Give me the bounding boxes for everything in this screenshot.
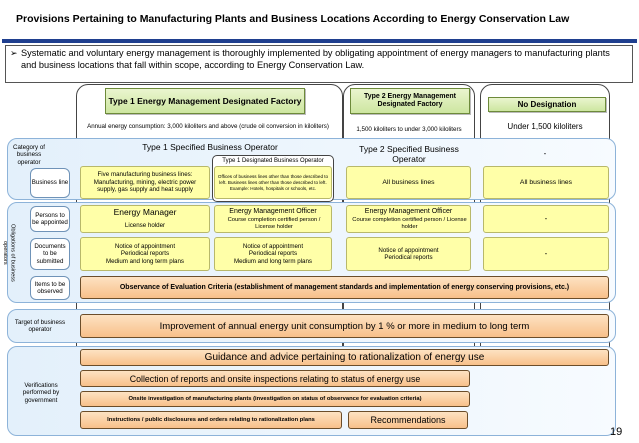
onsite-text: Onsite investigation of manufacturing plants (investigation on status of observance for evaluation criteria)	[80, 391, 470, 407]
persons-type1-cell	[80, 205, 210, 233]
business-line-type2: All business lines	[346, 166, 471, 199]
business-line-type1: Five manufacturing business lines: Manufacturing, mining, electric power supply, gas supply and heat supply	[80, 166, 210, 199]
title-underline	[2, 39, 637, 43]
target-text: Improvement of annual energy unit consumption by 1 % or more in medium to long term	[80, 314, 609, 338]
row-label-items: Items to be observed	[30, 276, 70, 300]
row-label-persons: Persons to be appointed	[30, 206, 70, 232]
type1-header: Type 1 Energy Management Designated Factory	[105, 88, 305, 114]
type2-operator: Type 2 Specified Business Operator	[359, 144, 459, 164]
persons-type1d-title: Energy Management Officer	[229, 208, 317, 215]
none-operator: -	[543, 148, 547, 158]
persons-type1-sub: License holder	[124, 222, 166, 229]
none-header: No Designation	[488, 97, 606, 112]
persons-type1d-cell	[214, 205, 332, 233]
items-observed: Observance of Evaluation Criteria (establishment of management standards and implementation of energy conserving provisions, etc.)	[80, 276, 609, 299]
persons-type1-title: Energy Manager	[113, 207, 177, 217]
persons-type2-sub: Course completion certified person / License holder	[352, 217, 467, 230]
type1-operator: Type 1 Specified Business Operator	[142, 142, 278, 152]
recommendations-text: Recommendations	[348, 411, 468, 429]
row-label-target: Target of business operator	[14, 318, 66, 333]
business-line-none: All business lines	[483, 166, 609, 199]
page-number: 19	[610, 426, 623, 438]
type1-consumption: Annual energy consumption: 3,000 kiloliters and above (crude oil conversion in kiloliters)	[87, 123, 329, 131]
business-line-type1-designated: Offices of business lines other than those described to left. Business lines other than those described to left. Example: Hotels, hospitals or schools, etc.	[214, 166, 332, 199]
row-label-business-line: Business line	[30, 168, 70, 198]
collection-text: Collection of reports and onsite inspections relating to status of energy use	[80, 370, 470, 387]
row-label-documents: Documents to be submitted	[30, 238, 70, 270]
documents-type1: Notice of appointment Periodical reports Medium and long term plans	[80, 237, 210, 271]
persons-none: -	[483, 205, 609, 233]
row-label-obligations: Obligations of business operators	[2, 224, 16, 282]
type2-consumption: 1,500 kiloliters to under 3,000 kiloliters	[356, 125, 462, 133]
row-label-category: Category of business operator	[13, 143, 45, 166]
persons-type2-cell	[346, 205, 471, 233]
row-label-verifications: Verifications performed by government	[22, 381, 60, 404]
type2-header: Type 2 Energy Management Designated Factory	[350, 88, 470, 114]
bullet-arrow-icon: ➢	[10, 48, 18, 58]
persons-type2-title: Energy Management Officer	[364, 208, 453, 215]
documents-type1-designated: Notice of appointment Periodical reports Medium and long term plans	[214, 237, 332, 271]
guidance-text: Guidance and advice pertaining to rationalization of energy use	[80, 349, 609, 366]
none-consumption: Under 1,500 kiloliters	[507, 121, 583, 131]
intro-box	[5, 45, 633, 83]
documents-none: -	[483, 237, 609, 271]
intro-text: Systematic and voluntary energy management is thoroughly implemented by obligating appointment of energy managers to manufacturing plants and business locations that fall within scope, according to Energy Conservation Law.	[21, 48, 610, 70]
persons-type1d-sub: Course completion certified person / License holder	[227, 217, 321, 230]
instructions-text: Instructions / public disclosures and orders relating to rationalization plans	[80, 411, 342, 429]
page-title: Provisions Pertaining to Manufacturing Plants and Business Locations According to Energy Conservation Law	[16, 13, 570, 25]
type1-designated-header: Type 1 Designated Business Operator	[222, 157, 324, 164]
documents-type2: Notice of appointment Periodical reports	[346, 237, 471, 271]
